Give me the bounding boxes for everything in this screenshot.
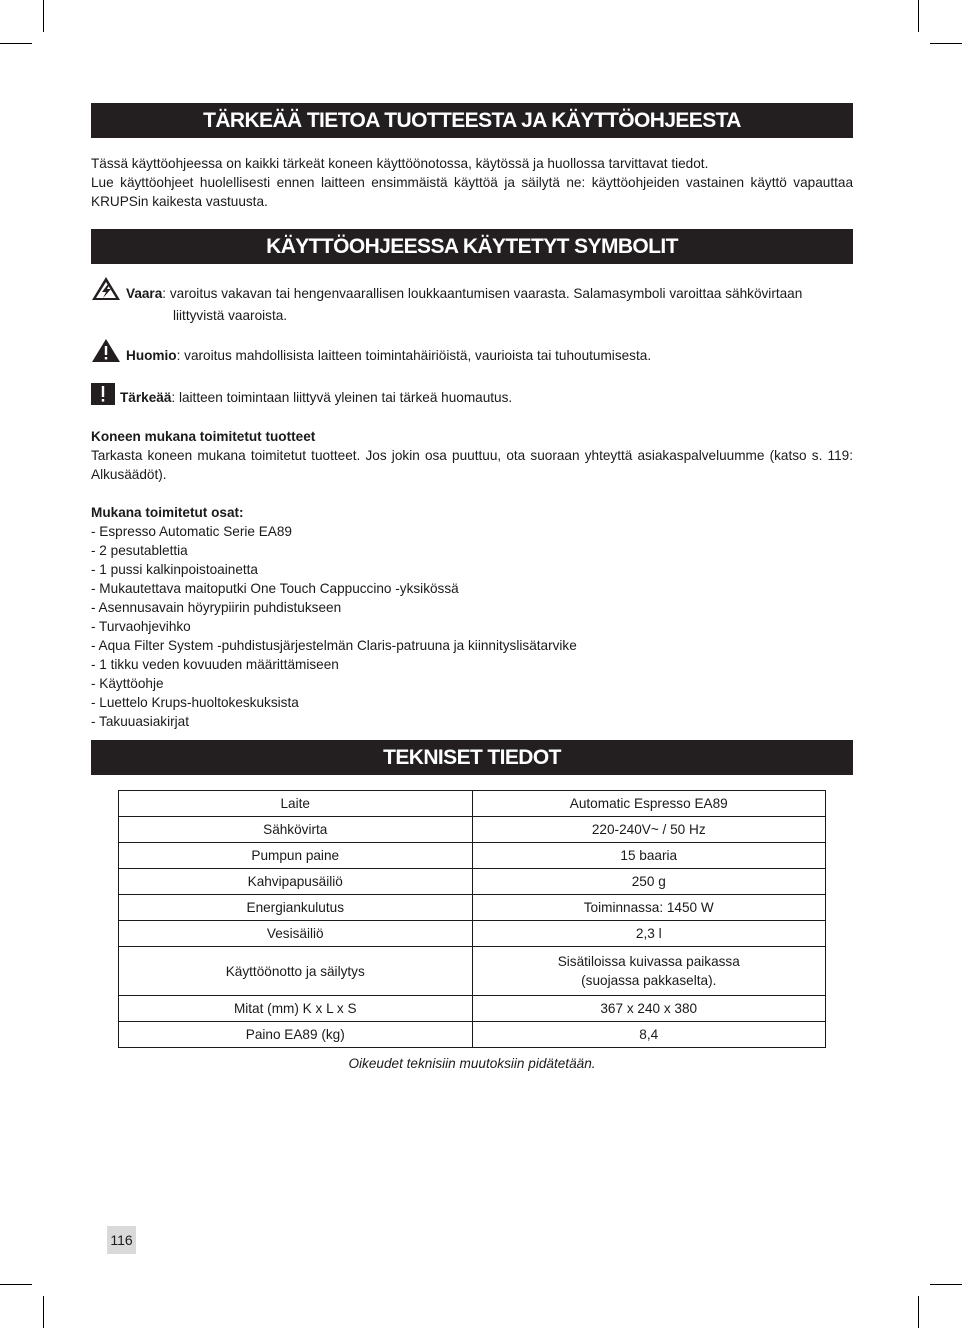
table-cell-label: Kahvipapusäiliö	[119, 869, 473, 895]
list-item: - 1 tikku veden kovuuden määrittämiseen	[91, 657, 339, 672]
list-item: - Luettelo Krups-huoltokeskuksista	[91, 695, 299, 710]
table-note: Oikeudet teknisiin muutoksiin pidätetään.	[348, 1056, 596, 1071]
parts-title: Mukana toimitetut osat:	[91, 505, 244, 520]
symbol-important	[91, 383, 853, 410]
table-row	[119, 869, 826, 895]
parts-section	[91, 503, 853, 731]
table-cell-value: 2,3 l	[472, 921, 826, 947]
page-number: 116	[107, 1226, 136, 1254]
table-cell-value: 8,4	[472, 1022, 826, 1048]
crop-mark	[43, 1296, 44, 1328]
danger-lightning-icon	[91, 276, 121, 306]
table-row	[119, 843, 826, 869]
table-cell-value: 250 g	[472, 869, 826, 895]
tech-table	[118, 790, 826, 1048]
delivered-text: Tarkasta koneen mukana toimitetut tuotteet. Jos jokin osa puuttuu, ota suoraan yhteyttä asiakaspalveluumme (katso s. 119: Alkusäädöt).	[91, 448, 853, 482]
list-item: - Turvaohjevihko	[91, 619, 191, 634]
table-cell-label: Mitat (mm) K x L x S	[119, 996, 473, 1022]
table-cell-label: Energiankulutus	[119, 895, 473, 921]
table-cell-label: Pumpun paine	[119, 843, 473, 869]
table-row	[119, 895, 826, 921]
table-cell-value: Toiminnassa: 1450 W	[472, 895, 826, 921]
crop-mark	[930, 43, 962, 44]
table-row	[119, 1022, 826, 1048]
important-label: Tärkeää	[120, 390, 172, 405]
table-cell-value: 15 baaria	[472, 843, 826, 869]
crop-mark	[43, 0, 44, 32]
intro-line-1: Tässä käyttöohjeessa on kaikki tärkeät koneen käyttöönotossa, käytössä ja huollossa tarvittavat tiedot.	[91, 156, 709, 171]
table-row	[119, 996, 826, 1022]
table-cell-label: Sähkövirta	[119, 817, 473, 843]
crop-mark	[918, 1296, 919, 1328]
intro-paragraph	[91, 154, 853, 211]
delivered-section	[91, 427, 853, 484]
exclamation-box-icon	[91, 383, 115, 410]
list-item: - Mukautettava maitoputki One Touch Cappuccino -yksikössä	[91, 581, 459, 596]
caution-text: : varoitus mahdollisista laitteen toimintahäiriöistä, vaurioista tai tuhoutumisesta.	[176, 348, 652, 363]
danger-text-cont: liittyvistä vaaroista.	[173, 308, 288, 323]
list-item: - Käyttöohje	[91, 676, 164, 691]
crop-mark	[0, 43, 32, 44]
section-heading-symbols: KÄYTTÖOHJEESSA KÄYTETYT SYMBOLIT	[91, 229, 853, 264]
intro-line-2: Lue käyttöohjeet huolellisesti ennen laitteen ensimmäistä käyttöä ja säilytä ne: käyttöohjeiden vastainen käyttö vapauttaa KRUPSin kaikesta vastuusta.	[91, 175, 853, 209]
table-cell-value-line-2: (suojassa pakkaselta).	[581, 973, 717, 988]
table-cell-label: Vesisäiliö	[119, 921, 473, 947]
section-heading-product-info: TÄRKEÄÄ TIETOA TUOTTEESTA JA KÄYTTÖOHJEESTA	[91, 103, 853, 138]
page-content	[91, 103, 853, 1073]
list-item: - Espresso Automatic Serie EA89	[91, 524, 292, 539]
caution-label: Huomio	[126, 348, 177, 363]
danger-text: : varoitus vakavan tai hengenvaarallisen loukkaantumisen vaarasta. Salamasymboli varoittaa sähkövirtaan	[162, 286, 803, 301]
table-cell-value: 367 x 240 x 380	[472, 996, 826, 1022]
danger-label: Vaara	[126, 286, 163, 301]
table-row	[119, 921, 826, 947]
table-cell-value: Automatic Espresso EA89	[472, 791, 826, 817]
crop-mark	[918, 0, 919, 32]
table-cell-value: 220-240V~ / 50 Hz	[472, 817, 826, 843]
important-text: : laitteen toimintaan liittyvä yleinen tai tärkeä huomautus.	[171, 390, 513, 405]
symbol-danger	[91, 276, 853, 325]
list-item: - 2 pesutablettia	[91, 543, 188, 558]
table-cell-label: Laite	[119, 791, 473, 817]
table-cell-label: Käyttöönotto ja säilytys	[119, 947, 473, 996]
table-cell-label: Paino EA89 (kg)	[119, 1022, 473, 1048]
list-item: - Takuuasiakirjat	[91, 714, 189, 729]
symbol-caution	[91, 338, 853, 368]
parts-list	[91, 522, 853, 731]
list-item: - Asennusavain höyrypiirin puhdistukseen	[91, 600, 342, 615]
crop-mark	[0, 1284, 32, 1285]
warning-triangle-icon	[91, 338, 121, 368]
section-heading-tech: TEKNISET TIEDOT	[91, 740, 853, 775]
delivered-title: Koneen mukana toimitetut tuotteet	[91, 429, 316, 444]
list-item: - Aqua Filter System -puhdistusjärjestelmän Claris-patruuna ja kiinnityslisätarvike	[91, 638, 577, 653]
table-row	[119, 947, 826, 996]
crop-mark	[930, 1284, 962, 1285]
table-cell-value-line-1: Sisätiloissa kuivassa paikassa	[557, 954, 740, 969]
table-row	[119, 791, 826, 817]
list-item: - 1 pussi kalkinpoistoainetta	[91, 562, 258, 577]
table-row	[119, 817, 826, 843]
table-cell-value	[472, 947, 826, 996]
